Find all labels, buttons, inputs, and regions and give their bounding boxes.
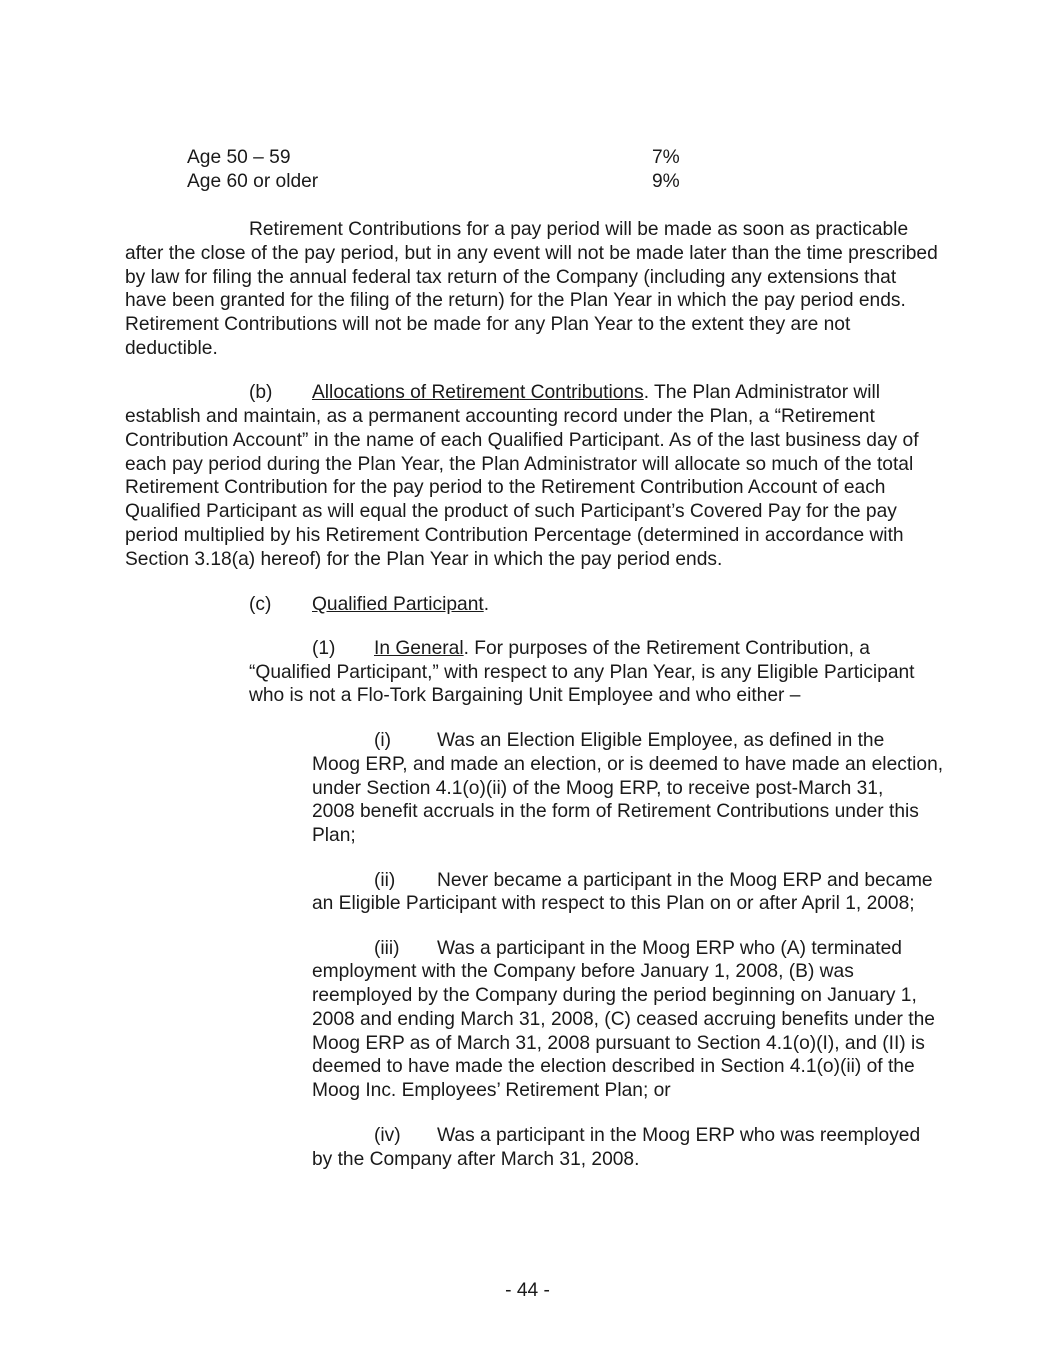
text-line: Was a participant in the Moog ERP who was reemployed	[437, 1125, 921, 1146]
text-line: establish and maintain, as a permanent accounting record under the Plan, a “Retirement	[125, 406, 875, 427]
section-b-first-line	[312, 381, 880, 405]
text-line: Retirement Contributions for a pay period will be made as soon as practicable	[249, 219, 909, 240]
section-number: (1)	[312, 638, 336, 659]
text-line: who is not a Flo-Tork Bargaining Unit Employee and who either –	[249, 685, 801, 706]
item-number: (iii)	[374, 938, 400, 959]
text-fragment: . For purposes of the Retirement Contribution, a	[463, 638, 870, 659]
text-line: Moog ERP as of March 31, 2008 pursuant to Section 4.1(o)(I), and (II) is	[312, 1033, 925, 1054]
text-line: Retirement Contribution for the pay period to the Retirement Contribution Account of each	[125, 477, 886, 498]
text-line: each pay period during the Plan Year, the Plan Administrator will allocate so much of the total	[125, 454, 914, 475]
section-heading: Allocations of Retirement Contributions	[312, 382, 644, 403]
item-number: (i)	[374, 730, 392, 751]
text-line: Retirement Contributions will not be made for any Plan Year to the extent they are not	[125, 314, 851, 335]
section-heading: In General	[374, 638, 464, 659]
text-line: an Eligible Participant with respect to this Plan on or after April 1, 2008;	[312, 893, 915, 914]
section-number: (b)	[249, 382, 273, 403]
text-line: deductible.	[125, 338, 218, 359]
text-line: 2008 benefit accruals in the form of Retirement Contributions under this	[312, 801, 919, 822]
text-line: Was a participant in the Moog ERP who (A) terminated	[437, 938, 902, 959]
text-line: Never became a participant in the Moog ERP and became	[437, 870, 933, 891]
age-label: Age 50 – 59	[187, 147, 291, 168]
text-line: Was an Election Eligible Employee, as defined in the	[437, 730, 885, 751]
section-c1-first-line	[374, 637, 870, 661]
text-fragment: .	[483, 594, 490, 615]
age-rate-table	[187, 146, 707, 194]
text-line: 2008 and ending March 31, 2008, (C) ceased accruing benefits under the	[312, 1009, 935, 1030]
text-line: by law for filing the annual federal tax return of the Company (including any extensions that	[125, 267, 897, 288]
table-row	[187, 170, 707, 194]
age-percentage: 9%	[652, 171, 680, 192]
text-line: have been granted for the filing of the return) for the Plan Year in which the pay period ends.	[125, 290, 906, 311]
table-row	[187, 146, 707, 170]
section-heading: Qualified Participant	[312, 594, 484, 615]
text-line: after the close of the pay period, but in any event will not be made later than the time prescribed	[125, 243, 938, 264]
text-line: employment with the Company before January 1, 2008, (B) was	[312, 961, 854, 982]
item-number: (ii)	[374, 870, 396, 891]
age-label: Age 60 or older	[187, 171, 319, 192]
text-line: Moog Inc. Employees’ Retirement Plan; or	[312, 1080, 671, 1101]
text-line: Moog ERP, and made an election, or is deemed to have made an election,	[312, 754, 944, 775]
text-line: Section 3.18(a) hereof) for the Plan Year in which the pay period ends.	[125, 549, 723, 570]
text-line: Contribution Account” in the name of each Qualified Participant. As of the last business day of	[125, 430, 919, 451]
text-line: under Section 4.1(o)(ii) of the Moog ERP, to receive post-March 31,	[312, 778, 884, 799]
text-fragment: . The Plan Administrator will	[643, 382, 881, 403]
text-line: period multiplied by his Retirement Contribution Percentage (determined in accordance with	[125, 525, 904, 546]
text-line: Qualified Participant as will equal the product of such Participant’s Covered Pay for the pay	[125, 501, 897, 522]
section-number: (c)	[249, 594, 272, 615]
age-percentage: 7%	[652, 147, 680, 168]
page-number: - 44 -	[505, 1280, 550, 1301]
text-line: by the Company after March 31, 2008.	[312, 1149, 640, 1170]
item-number: (iv)	[374, 1125, 401, 1146]
text-line: “Qualified Participant,” with respect to any Plan Year, is any Eligible Participant	[249, 662, 915, 683]
section-c-heading-line	[312, 593, 489, 617]
text-line: deemed to have made the election described in Section 4.1(o)(ii) of the	[312, 1056, 915, 1077]
text-line: reemployed by the Company during the period beginning on January 1,	[312, 985, 917, 1006]
text-line: Plan;	[312, 825, 356, 846]
